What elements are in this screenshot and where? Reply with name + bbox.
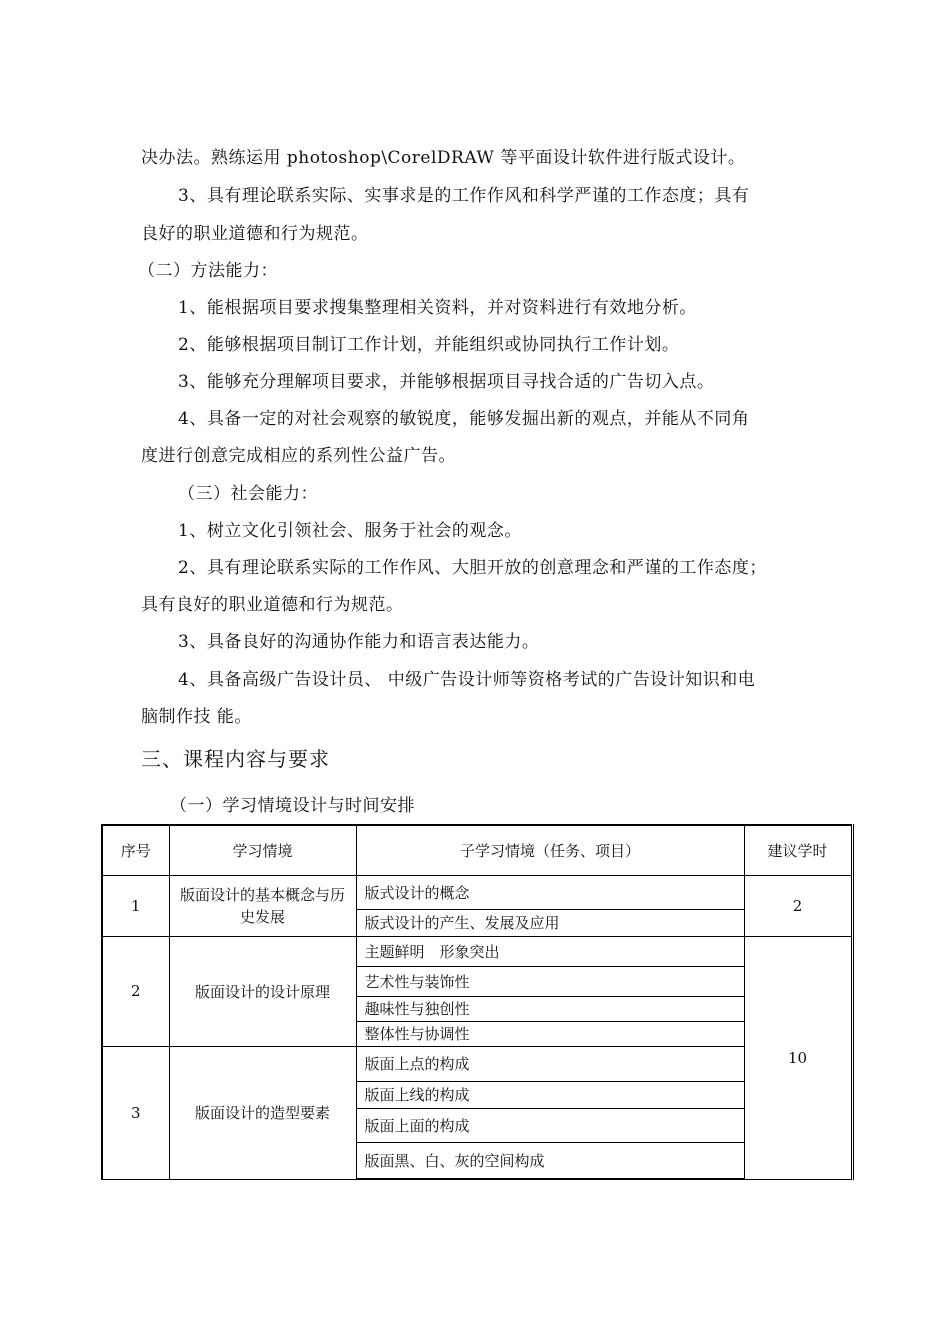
paragraph-line: 1、树立文化引领社会、服务于社会的观念。	[178, 521, 522, 541]
header-sub-situation: 子学习情境（任务、项目）	[356, 825, 744, 875]
paragraph-line: 度进行创意完成相应的系列性公益广告。	[141, 446, 456, 466]
paragraph-line: 脑制作技 能。	[141, 707, 252, 727]
sub-situation: 艺术性与装饰性	[356, 966, 744, 996]
header-situation: 学习情境	[169, 825, 356, 875]
row-no: 2	[102, 936, 169, 1046]
row-situation: 版面设计的造型要素	[169, 1046, 356, 1179]
paragraph-line: 4、具备一定的对社会观察的敏锐度，能够发掘出新的观点，并能从不同角	[178, 409, 750, 429]
subsection-heading: （一）学习情境设计与时间安排	[170, 796, 415, 816]
subheading-method-ability: （二）方法能力：	[138, 261, 278, 281]
paragraph-line: 2、能够根据项目制订工作计划，并能组织或协同执行工作计划。	[178, 335, 680, 355]
sub-situation: 版式设计的概念	[356, 875, 744, 909]
paragraph-line: 3、具备良好的沟通协作能力和语言表达能力。	[178, 632, 540, 652]
paragraph-line: 决办法。熟练运用 photoshop\CorelDRAW 等平面设计软件进行版式设计。	[141, 148, 746, 168]
sub-situation: 版面上面的构成	[356, 1108, 744, 1142]
sub-situation: 主题鲜明 形象突出	[356, 936, 744, 966]
table-row	[102, 1046, 852, 1081]
row-no: 3	[102, 1046, 169, 1179]
header-hours: 建议学时	[744, 825, 852, 875]
row-hours: 10	[744, 936, 852, 1179]
section-heading: 三、课程内容与要求	[141, 747, 330, 771]
row-situation: 版面设计的基本概念与历史发展	[169, 875, 356, 936]
table-row	[102, 875, 852, 909]
row-no: 1	[102, 875, 169, 936]
row-situation: 版面设计的设计原理	[169, 936, 356, 1046]
paragraph-line: 良好的职业道德和行为规范。	[141, 224, 369, 244]
table-header-row	[102, 825, 852, 875]
paragraph-line: 4、具备高级广告设计员、 中级广告设计师等资格考试的广告设计知识和电	[178, 670, 756, 690]
sub-situation: 版面上线的构成	[356, 1081, 744, 1108]
header-no: 序号	[102, 825, 169, 875]
sub-situation: 版面上点的构成	[356, 1046, 744, 1081]
sub-situation: 版式设计的产生、发展及应用	[356, 909, 744, 936]
paragraph-line: 3、能够充分理解项目要求，并能够根据项目寻找合适的广告切入点。	[178, 372, 715, 392]
subheading-social-ability: （三）社会能力：	[178, 484, 318, 504]
sub-situation: 版面黑、白、灰的空间构成	[356, 1142, 744, 1179]
learning-situation-table	[101, 824, 854, 1180]
sub-situation: 趣味性与独创性	[356, 996, 744, 1021]
paragraph-line: 1、能根据项目要求搜集整理相关资料，并对资料进行有效地分析。	[178, 298, 697, 318]
row-hours: 2	[744, 875, 852, 936]
paragraph-line: 3、具有理论联系实际、实事求是的工作作风和科学严谨的工作态度；具有	[178, 186, 750, 206]
table-row	[102, 936, 852, 966]
sub-situation: 整体性与协调性	[356, 1021, 744, 1046]
paragraph-line: 具有良好的职业道德和行为规范。	[141, 595, 404, 615]
paragraph-line: 2、具有理论联系实际的工作作风、大胆开放的创意理念和严谨的工作态度；	[178, 558, 767, 578]
